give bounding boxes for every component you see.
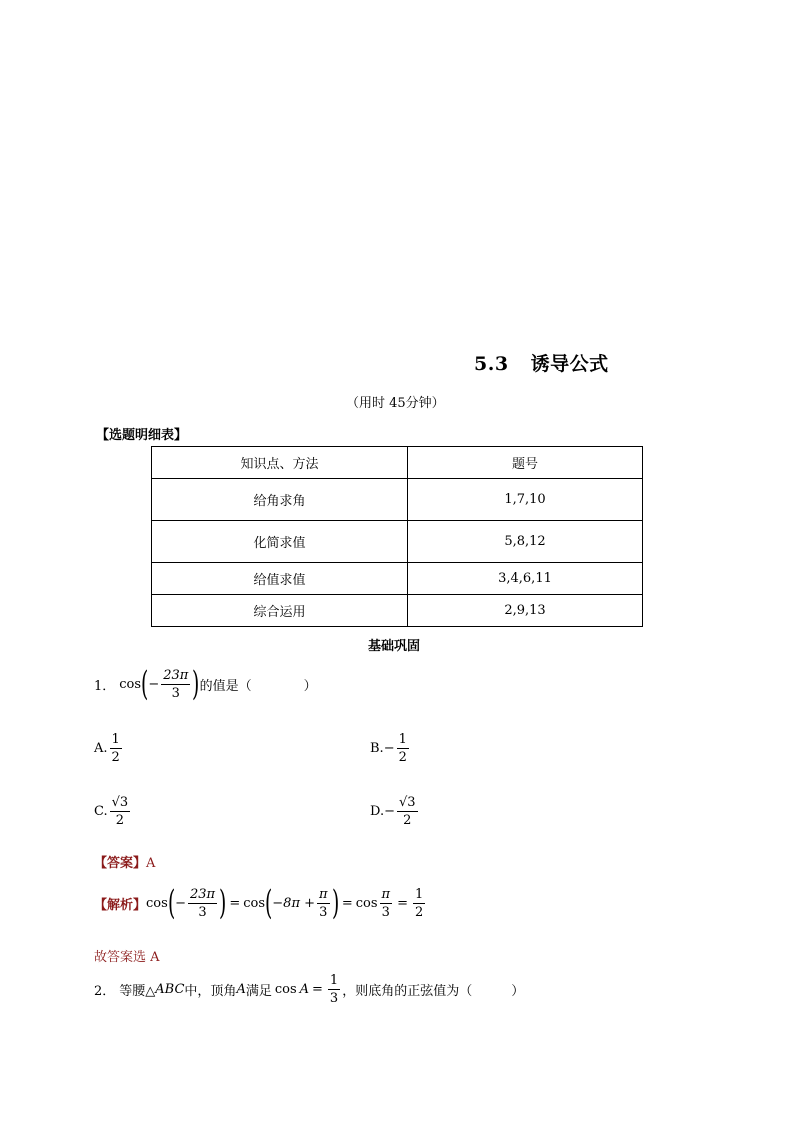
option-fraction xyxy=(397,732,409,765)
frac-denominator: 2 xyxy=(111,750,120,765)
left-paren: ( xyxy=(141,664,149,704)
frac-denominator: 3 xyxy=(319,904,328,920)
option-fraction xyxy=(397,795,418,828)
q2-fraction xyxy=(328,973,340,1006)
q2-text-after: ，则底角的正弦值为（ ） xyxy=(342,984,525,999)
table-row xyxy=(152,563,643,595)
option-a xyxy=(94,732,124,765)
frac-numerator: √3 xyxy=(111,795,129,810)
frac-numerator: √3 xyxy=(399,795,416,810)
fraction-3 xyxy=(380,887,393,920)
table-row xyxy=(152,595,643,627)
option-fraction xyxy=(110,795,131,828)
q2-number: 2． xyxy=(94,984,116,999)
title-text: 诱导公式 xyxy=(530,353,609,375)
q1-func: cos xyxy=(119,676,142,692)
equals-sign: = xyxy=(341,895,353,911)
inner-term: −8π + xyxy=(272,895,316,911)
q1-suffix: 的值是（ ） xyxy=(199,678,317,694)
table-row xyxy=(152,479,643,521)
option-d xyxy=(370,795,420,828)
equals-sign: = xyxy=(397,895,408,911)
q2-text-cond: 满足 xyxy=(245,984,272,999)
fraction-4 xyxy=(413,887,425,920)
frac-denominator: 2 xyxy=(414,904,424,920)
section-title: 基础巩固 xyxy=(368,639,421,654)
header-topic: 知识点、方法 xyxy=(152,447,408,479)
title-number: 5.3 xyxy=(474,353,509,375)
answer-value: A xyxy=(146,856,156,871)
right-paren: ) xyxy=(192,664,200,704)
q1-minus: − xyxy=(148,676,160,692)
row-topic: 综合运用 xyxy=(152,595,408,627)
analysis-line xyxy=(94,883,427,923)
option-label: C. xyxy=(94,804,108,819)
option-label: D. xyxy=(370,804,385,819)
right-paren: ) xyxy=(331,883,339,923)
frac-numerator: 1 xyxy=(329,973,339,988)
row-items: 2,9,13 xyxy=(408,595,643,627)
page-title xyxy=(474,349,609,376)
cos-2: cos xyxy=(243,895,266,911)
cos-3: cos xyxy=(355,895,378,911)
table-heading: 【选题明细表】 xyxy=(96,428,188,443)
equals-sign: = xyxy=(229,895,241,911)
left-paren: ( xyxy=(167,883,176,923)
frac-denominator: 2 xyxy=(115,813,125,828)
answer-label: 【答案】 xyxy=(94,856,147,871)
cos-1: cos xyxy=(146,895,168,911)
row-items: 5,8,12 xyxy=(408,521,643,563)
question-1 xyxy=(94,664,317,704)
frac-numerator: 23π xyxy=(189,886,216,902)
frac-numerator: π xyxy=(319,886,328,902)
analysis-label: 【解析】 xyxy=(94,897,147,913)
q1-number: 1． xyxy=(94,678,116,694)
frac-numerator: 1 xyxy=(111,732,120,747)
row-topic: 给值求值 xyxy=(152,563,408,595)
table-header-row xyxy=(152,447,643,479)
frac-numerator: 23π xyxy=(163,667,189,683)
frac-denominator: 2 xyxy=(398,750,407,765)
frac-denominator: 3 xyxy=(171,685,180,701)
q2-cos-arg: A xyxy=(299,982,310,997)
q2-text-mid: 中，顶角 xyxy=(184,984,237,999)
q2-text-before: 等腰△ xyxy=(119,984,156,999)
q2-abc: ABC xyxy=(155,982,185,997)
row-topic: 给角求角 xyxy=(152,479,408,521)
topic-table xyxy=(151,446,643,627)
fraction-2 xyxy=(317,887,330,920)
conclusion-line: 故答案选 A xyxy=(94,950,160,965)
right-paren: ) xyxy=(219,883,227,923)
option-fraction xyxy=(110,732,122,765)
option-sign: − xyxy=(383,741,395,756)
row-topic: 化简求值 xyxy=(152,521,408,563)
q1-fraction xyxy=(161,668,190,701)
frac-numerator: π xyxy=(381,886,391,902)
question-2: 2． 等腰△ ABC 中，顶角 A 满足 cos A = $\frac{1}{3}$ ，则底角的正弦值为（ ） xyxy=(94,973,525,1006)
frac-denominator: 3 xyxy=(381,904,390,920)
frac-denominator: 3 xyxy=(198,904,207,920)
frac-denominator: 2 xyxy=(403,813,412,828)
option-label: A. xyxy=(94,741,108,756)
frac-numerator: 1 xyxy=(398,732,407,747)
q2-cos: cos xyxy=(274,982,297,997)
time-limit: （用时 45分钟） xyxy=(346,396,445,411)
header-items: 题号 xyxy=(408,447,643,479)
row-items: 1,7,10 xyxy=(408,479,643,521)
table-row xyxy=(152,521,643,563)
answer-line xyxy=(94,852,155,871)
option-b xyxy=(370,732,411,765)
left-paren: ( xyxy=(265,883,273,923)
fraction-1 xyxy=(188,887,217,920)
row-items: 3,4,6,11 xyxy=(408,563,643,595)
option-label: B. xyxy=(370,741,384,756)
option-c xyxy=(94,795,132,828)
frac-numerator: 1 xyxy=(414,886,424,902)
q2-a: A xyxy=(236,982,246,997)
minus-sign: − xyxy=(175,895,186,911)
option-sign: − xyxy=(384,804,395,819)
frac-denominator: 3 xyxy=(329,991,339,1006)
